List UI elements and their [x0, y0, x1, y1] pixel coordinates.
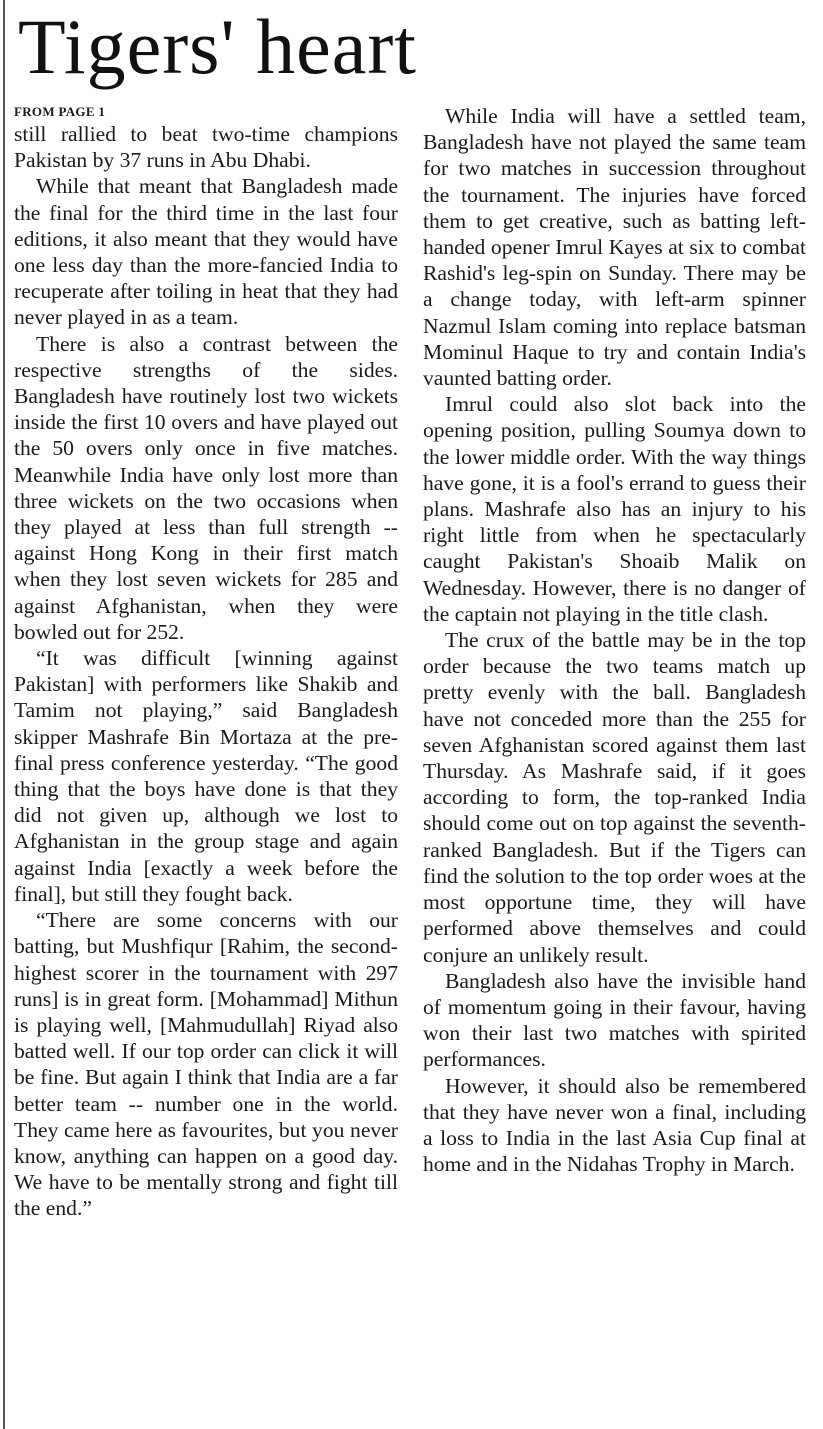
article-column-right [423, 103, 806, 1177]
paragraph: While India will have a settled team, Bangladesh have not played the same team for two matches in succession throughout the tournament. The injuries have forced them to get creative, such as batting left-handed opener Imrul Kayes at six to combat Rashid's leg-spin on Sunday. There may be a change today, with left-arm spinner Nazmul Islam coming into replace batsman Mominul Haque to try and contain India's vaunted batting order. [423, 104, 806, 391]
headline: Tigers' heart [18, 3, 417, 90]
paragraph: However, it should also be remembered that they have never won a final, including a loss to India in the last Asia Cup final at home and in the Nidahas Trophy in March. [423, 1073, 806, 1177]
paragraph: Imrul could also slot back into the opening position, pulling Soumya down to the lower middle order. With the way things have gone, it is a fool's errand to guess their plans. Mashrafe also has an injury to his right little from when he spectacularly caught Pakistan's Shoaib Malik on Wednesday. However, there is no danger of the captain not playing in the title clash. [423, 392, 806, 626]
left-border-rule [3, 0, 5, 1429]
paragraph: “It was difficult [winning against Pakistan] with performers like Shakib and Tamim not playing,” said Bangladesh skipper Mashrafe Bin Mortaza at the pre-final press conference yesterday. “The good thing that the boys have done is that they did not given up, although we lost to Afghanistan in the group stage and again against India [exactly a week before the final], but still they fought back. [14, 646, 398, 906]
continuation-label: FROM PAGE 1 [14, 104, 106, 119]
paragraph: While that meant that Bangladesh made the final for the third time in the last four editions, it also meant that they would have one less day than the more-fancied India to recuperate after toiling in heat that they had never played in as a team. [14, 174, 398, 330]
paragraph: still rallied to beat two-time champions Pakistan by 37 runs in Abu Dhabi. [14, 122, 398, 173]
article-column-left [14, 103, 398, 1222]
paragraph: There is also a contrast between the respective strengths of the sides. Bangladesh have routinely lost two wickets inside the first 10 overs and have played out the 50 overs only once in five matches. Meanwhile India have only lost more than three wickets on the two occasions when they played at less than full strength -- against Hong Kong in their first match when they lost seven wickets for 285 and against Afghanistan, when they were bowled out for 252. [14, 331, 398, 644]
paragraph: Bangladesh also have the invisible hand of momentum going in their favour, having won their last two matches with spirited performances. [423, 968, 806, 1072]
paragraph: The crux of the battle may be in the top order because the two teams match up pretty evenly with the ball. Bangladesh have not conceded more than the 255 for seven Afghanistan scored against them last Thursday. As Mashrafe said, if it goes according to form, the top-ranked India should come out on top against the seventh-ranked Bangladesh. But if the Tigers can find the solution to the top order woes at the most opportune time, they will have performed above themselves and could conjure an unlikely result. [423, 628, 806, 967]
paragraph: “There are some concerns with our batting, but Mushfiqur [Rahim, the second-highest scorer in the tournament with 297 runs] is in great form. [Mohammad] Mithun is playing well, [Mahmudullah] Riyad also batted well. If our top order can click it will be fine. But again I think that India are a far better team -- number one in the world. They came here as favourites, but you never know, anything can happen on a good day. We have to be mentally strong and fight till the end.” [14, 908, 398, 1221]
